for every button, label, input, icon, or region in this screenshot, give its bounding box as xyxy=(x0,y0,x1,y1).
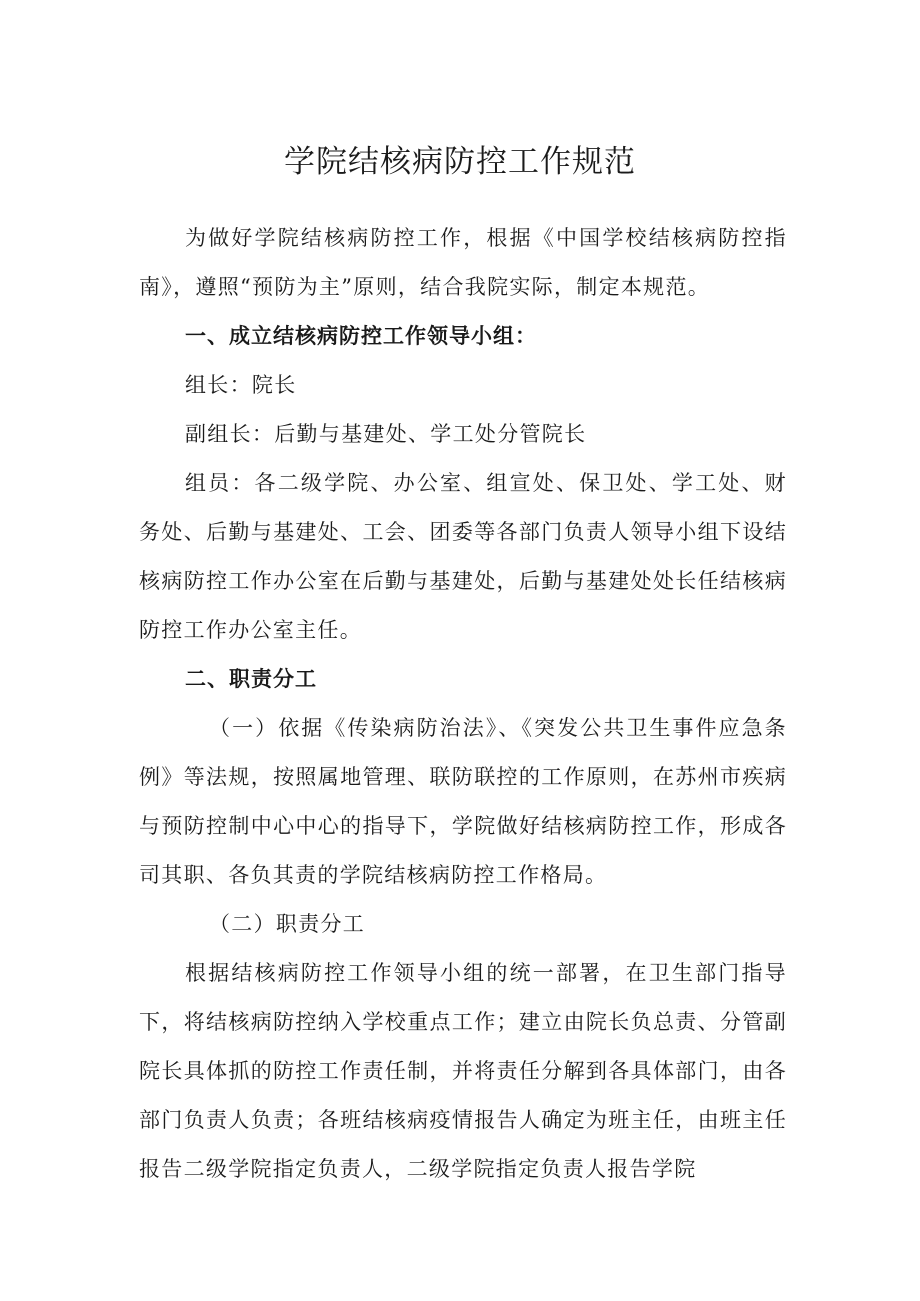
deputy-leader-line: 副组长：后勤与基建处、学工处分管院长 xyxy=(185,422,587,446)
document-body xyxy=(139,214,787,1194)
leader-line: 组长：院长 xyxy=(185,373,297,397)
intro-paragraph: 为做好学院结核病防控工作，根据《中国学校结核病防控指南》，遵照“预防为主”原则，结合我院实际，制定本规范。 xyxy=(139,226,787,299)
members-paragraph: 组员：各二级学院、办公室、组宣处、保卫处、学工处、财务处、后勤与基建处、工会、团委等各部门负责人领导小组下设结核病防控工作办公室在后勤与基建处，后勤与基建处处长任结核病防控工作办公室主任。 xyxy=(139,471,787,642)
document-title: 学院结核病防控工作规范 xyxy=(284,144,636,180)
duty-item-2-body: 根据结核病防控工作领导小组的统一部署，在卫生部门指导下，将结核病防控纳入学校重点工作；建立由院长负总责、分管副院长具体抓的防控工作责任制，并将责任分解到各具体部门，由各部门负责人负责；各班结核病疫情报告人确定为班主任，由班主任报告二级学院指定负责人，二级学院指定负责人报告学院 xyxy=(139,961,787,1181)
duty-item-2-title: （二）职责分工 xyxy=(209,912,366,936)
section-heading-2: 二、职责分工 xyxy=(185,667,317,691)
section-heading-1: 一、成立结核病防控工作领导小组： xyxy=(185,324,537,348)
duty-item-1: （一）依据《传染病防治法》、《突发公共卫生事件应急条例》等法规，按照属地管理、联防联控的工作原则，在苏州市疾病与预防控制中心中心的指导下，学院做好结核病防控工作，形成各司其职、各负其责的学院结核病防控工作格局。 xyxy=(139,716,787,887)
